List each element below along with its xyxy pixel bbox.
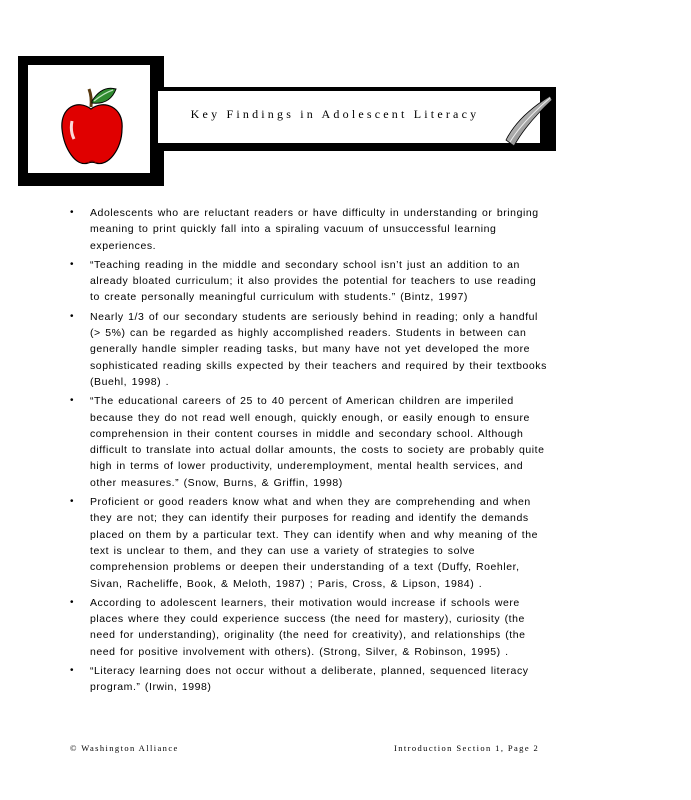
bullet-icon: • xyxy=(70,207,75,218)
list-item xyxy=(70,205,550,254)
bullet-icon: • xyxy=(70,596,75,608)
finding-text: Adolescents who are reluctant readers or have difficulty in understanding or bringing meaning to print quickly fall into a spiraling vacuum of unsuccessful learning experiences. xyxy=(90,207,539,252)
bullet-icon: • xyxy=(70,395,75,407)
finding-text: Nearly 1/3 of our secondary students are seriously behind in reading; only a handful (> 5%) can be regarded as highly accomplished readers. Students in between can generally handle simpler reading tasks, but many have not yet developed the more sophisticated reading skills expected by their teachers and required by their textbooks (Buehl, 1998) . xyxy=(90,310,547,388)
finding-text: Proficient or good readers know what and when they are comprehending and when they are not; they can identify their purposes for reading and identify the demands placed on them by a particular text. They can identify when and why meaning of the text is unclear to them, and they can use a variety of strategies to solve comprehension problems or deepen their understanding of a text (Duffy, Roehler, Sivan, Racheliffe, Book, & Meloth, 1987) ; Paris, Cross, & Lipson, 1984) . xyxy=(90,496,539,590)
list-item xyxy=(70,393,550,491)
banner-shadow xyxy=(164,145,556,151)
apple-icon xyxy=(58,79,128,169)
bullet-icon: • xyxy=(70,496,75,508)
findings-list xyxy=(70,205,550,699)
bullet-icon: • xyxy=(70,665,75,677)
page-title: Key Findings in Adolescent Literacy xyxy=(190,107,480,121)
bullet-icon: • xyxy=(70,310,75,322)
footer-copyright: © Washington Alliance xyxy=(70,743,179,753)
list-item xyxy=(70,595,550,660)
logo-frame xyxy=(24,61,154,177)
page-curl-icon xyxy=(500,90,556,148)
finding-text: “Teaching reading in the middle and secondary school isn’t just an addition to an already bloated curriculum; it also provides the potential for teachers to use reading to create personally meaningful curriculum with students.” (Bintz, 1997) xyxy=(90,258,537,304)
list-item xyxy=(70,663,550,696)
footer-page-number: Introduction Section 1, Page 2 xyxy=(394,743,540,753)
list-item xyxy=(70,257,550,306)
finding-text: According to adolescent learners, their motivation would increase if schools were places where they could experience success (the need for mastery), curiosity (the need for understanding), originality (the need for creativity), and relationships (the need for positive involvement with others). (Strong, Silver, & Robinson, 1995) . xyxy=(90,596,526,658)
list-item xyxy=(70,309,550,390)
list-item xyxy=(70,494,550,592)
finding-text: “The educational careers of 25 to 40 percent of American children are imperiled because they do not read well enough, quickly enough, or easily enough to ensure comprehension in their content courses in middle and secondary school. Although difficult to translate into actual dollar amounts, the costs to society are probably quite high in terms of lower productivity, underemployment, mental health services, and other measures.” (Snow, Burns, & Griffin, 1998) xyxy=(90,395,545,489)
finding-text: “Literacy learning does not occur without a deliberate, planned, sequenced literacy program.” (Irwin, 1998) xyxy=(90,665,529,694)
bullet-icon: • xyxy=(70,258,75,270)
